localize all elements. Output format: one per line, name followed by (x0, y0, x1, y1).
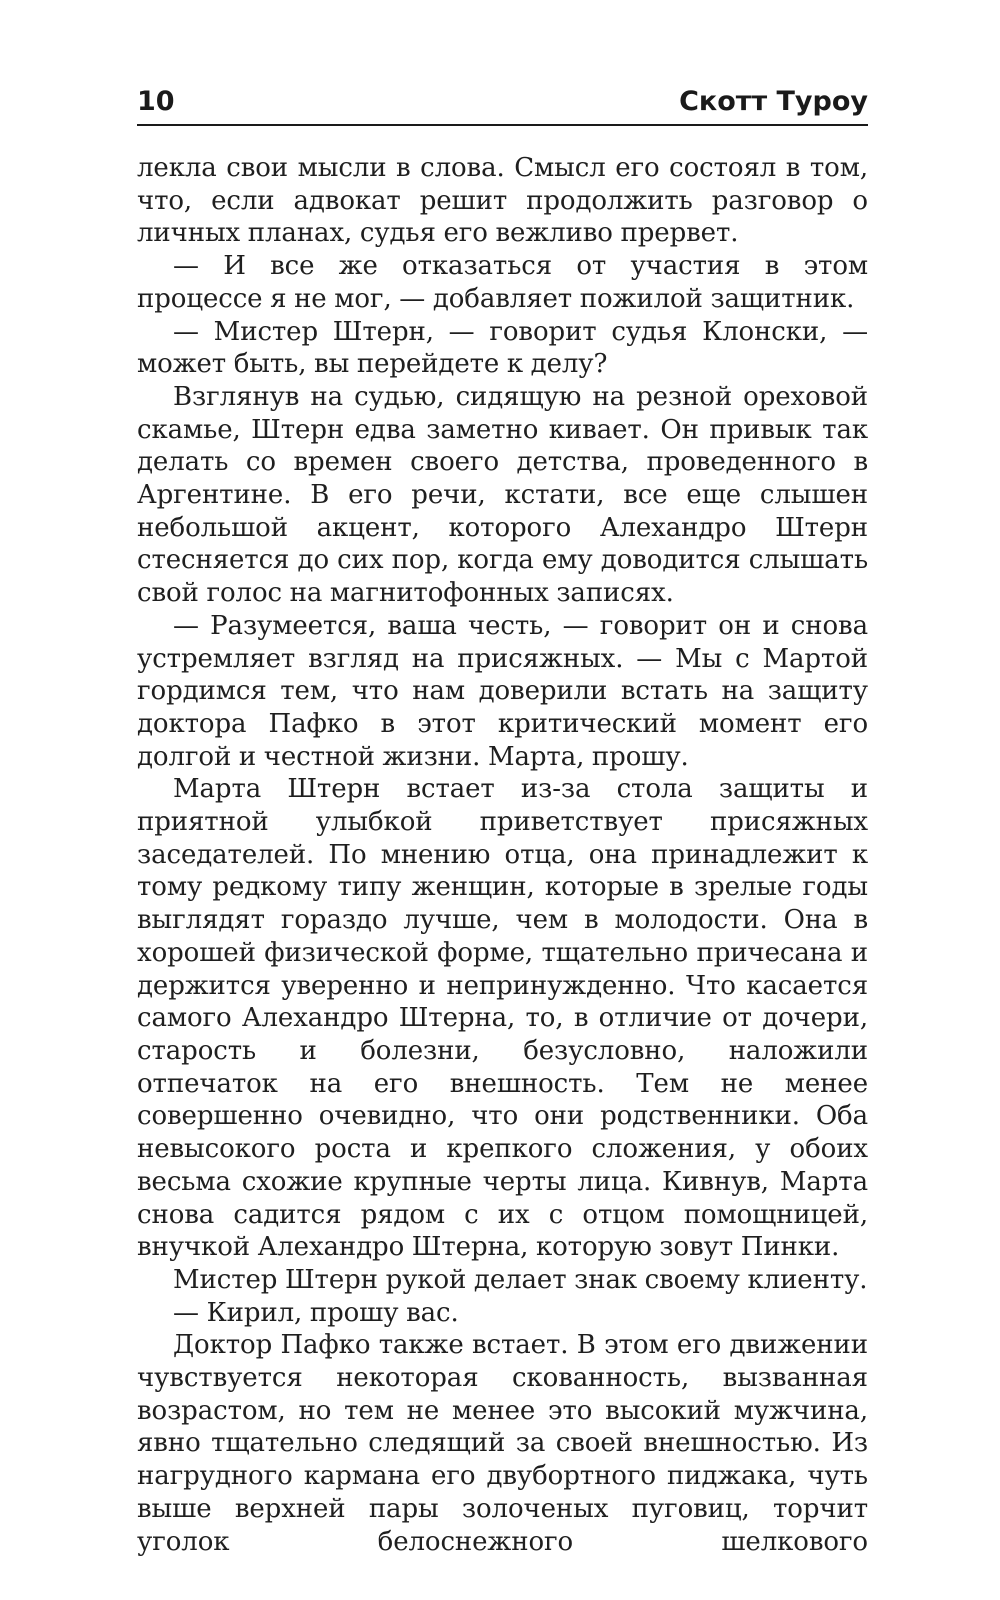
paragraph: — Кирил, прошу вас. (173, 1297, 459, 1328)
paragraph: — И все же отказаться от участия в этом процессе я не мог, — добавляет пожилой защитник. (137, 251, 868, 314)
paragraph-continued: лекла свои мысли в слова. Смысл его состоял в том, что, если адвокат решит продолжить разговор о личных планах, судья его вежливо прервет. (137, 153, 868, 249)
paragraph: Взглянув на судью, сидящую на резной ореховой скамье, Штерн едва заметно кивает. Он привык так делать со времен своего детства, проведенного в Аргентине. В его речи, кстати, все еще слышен небольшой акцент, которого Алехандро Штерн стесняется до сих пор, когда ему доводится слышать свой голос на магнитофонных записях. (137, 381, 868, 609)
paragraph: — Мистер Штерн, — говорит судья Клонски, — может быть, вы перейдете к делу? (137, 316, 868, 380)
paragraph: Мистер Штерн рукой делает знак своему клиенту. (173, 1264, 868, 1295)
running-head (137, 86, 868, 126)
body-text (137, 152, 868, 1558)
paragraph-truncated: Доктор Пафко также встает. В этом его движении чувствуется некоторая скованность, вызванная возрастом, но тем не менее это высокий мужчина, явно тщательно следящий за своей внешностью. Из нагрудного кармана его двубортного пиджака, чуть выше верхней пары золоченых пуговиц, торчит уголок белоснежного шелкового (137, 1330, 868, 1557)
header-rule (137, 124, 868, 126)
paragraph: Марта Штерн встает из-за стола защиты и приятной улыбкой приветствует присяжных заседателей. По мнению отца, она принадлежит к тому редкому типу женщин, которые в зрелые годы выглядят гораздо лучше, чем в молодости. Она в хорошей физической форме, тщательно причесана и держится уверенно и непринужденно. Что касается самого Алехандро Штерна, то, в отличие от дочери, старость и болезни, безусловно, наложили отпечаток на его внешность. Тем не менее совершенно очевидно, что они родственники. Оба невысокого роста и крепкого сложения, у обоих весьма схожие крупные черты лица. Кивнув, Марта снова садится рядом с их с отцом помощницей, внучкой Алехандро Штерна, которую зовут Пинки. (137, 774, 868, 1263)
page-number: 10 (137, 86, 175, 117)
running-head-author: Скотт Туроу (679, 86, 868, 117)
paragraph: — Разумеется, ваша честь, — говорит он и снова устремляет взгляд на присяжных. — Мы с Мартой гордимся тем, что нам доверили встать на защиту доктора Пафко в этот критический момент его долгой и честной жизни. Марта, прошу. (137, 610, 868, 772)
